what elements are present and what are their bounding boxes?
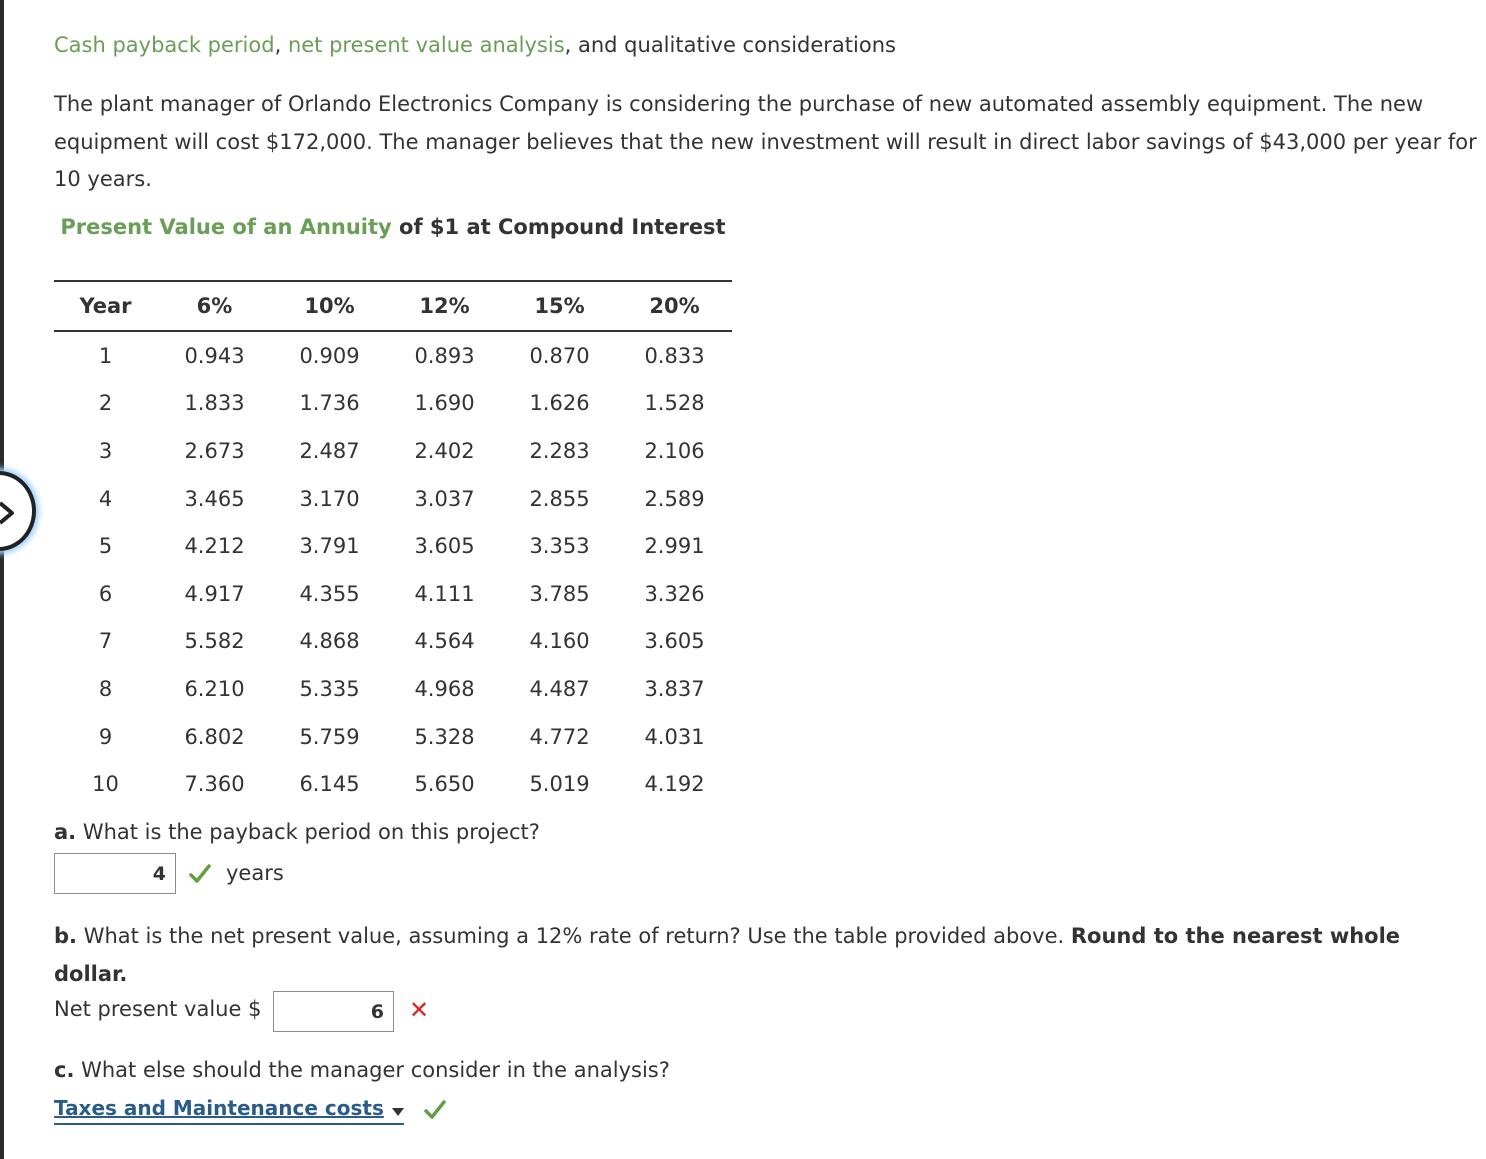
question-b-text: What is the net present value, assuming a 12% rate of return? Use the table provided above. — [77, 924, 1071, 948]
payback-unit: years — [226, 861, 284, 885]
factor-cell: 4.160 — [529, 629, 590, 654]
factor-cell: 1.833 — [184, 391, 245, 416]
factor-cell: 3.785 — [529, 581, 590, 606]
factor-cell: 3.326 — [644, 581, 705, 606]
col-header-12: 12% — [387, 281, 502, 331]
question-a-text: What is the payback period on this project? — [76, 820, 540, 844]
col-header-year: Year — [54, 281, 157, 331]
table-row — [54, 427, 732, 475]
factor-cell: 6.802 — [184, 724, 245, 749]
factor-cell: 1.626 — [529, 391, 590, 416]
factor-cell: 0.909 — [299, 343, 360, 368]
factor-cell: 4.917 — [184, 581, 245, 606]
annuity-table — [54, 280, 732, 808]
factor-cell: 4.031 — [644, 724, 705, 749]
question-a — [54, 820, 540, 844]
factor-cell: 0.833 — [644, 343, 705, 368]
year-cell: 10 — [92, 772, 119, 797]
factor-cell: 3.353 — [529, 534, 590, 559]
year-cell: 7 — [98, 629, 113, 654]
table-title — [54, 209, 732, 247]
factor-cell: 2.487 — [299, 438, 360, 463]
incorrect-x-icon: ✕ — [409, 996, 430, 1024]
problem-intro: The plant manager of Orlando Electronics Company is considering the purchase of new automated assembly equipment. The new equipment will cost $172,000. The manager believes that the new investment will result in direct labor savings of $43,000 per year for 10 years. — [54, 92, 1477, 191]
factor-cell: 1.528 — [644, 391, 705, 416]
term-link-cash-payback[interactable]: Cash payback period — [54, 33, 275, 57]
factor-cell: 3.037 — [414, 486, 475, 511]
year-cell: 8 — [98, 676, 113, 701]
table-row — [54, 380, 732, 428]
table-row — [54, 475, 732, 523]
year-cell: 5 — [98, 534, 113, 559]
title-separator: , — [274, 33, 282, 57]
question-b-instruction: Round to the nearest whole dollar. — [54, 924, 1401, 986]
factor-cell: 6.145 — [299, 772, 360, 797]
factor-cell: 0.893 — [414, 343, 475, 368]
col-header-6: 6% — [157, 281, 272, 331]
factor-cell: 4.192 — [644, 772, 705, 797]
factor-cell: 3.465 — [184, 486, 245, 511]
check-icon — [189, 864, 211, 884]
col-header-10: 10% — [272, 281, 387, 331]
npv-answer-input[interactable]: 6 — [273, 991, 394, 1032]
factor-cell: 5.759 — [299, 724, 360, 749]
factor-cell: 2.283 — [529, 438, 590, 463]
question-a-label: a. — [54, 820, 77, 844]
factor-cell: 5.335 — [299, 676, 360, 701]
question-c-text: What else should the manager consider in the analysis? — [74, 1058, 670, 1082]
problem-title — [54, 33, 896, 57]
question-b-label: b. — [54, 924, 78, 948]
question-b — [54, 918, 1454, 993]
check-icon-c — [424, 1100, 446, 1120]
table-title-rest: of $1 at Compound Interest — [391, 215, 726, 239]
col-header-20: 20% — [617, 281, 732, 331]
table-header-row — [54, 281, 732, 331]
factor-cell: 3.170 — [299, 486, 360, 511]
year-cell: 4 — [98, 486, 113, 511]
table-row — [54, 331, 732, 380]
factor-cell: 5.328 — [414, 724, 475, 749]
factor-cell: 4.111 — [414, 581, 475, 606]
year-cell: 2 — [98, 391, 113, 416]
dropdown-selected-value: Taxes and Maintenance costs — [54, 1096, 384, 1120]
year-cell: 1 — [98, 343, 113, 368]
factor-cell: 4.355 — [299, 581, 360, 606]
next-arrow-button[interactable] — [0, 471, 36, 551]
factor-cell: 4.968 — [414, 676, 475, 701]
payback-answer-input[interactable]: 4 — [54, 853, 176, 894]
factor-cell: 3.605 — [644, 629, 705, 654]
table-row — [54, 713, 732, 761]
col-header-15: 15% — [502, 281, 617, 331]
factor-cell: 4.868 — [299, 629, 360, 654]
table-row — [54, 760, 732, 808]
consideration-dropdown[interactable] — [54, 1096, 404, 1125]
factor-cell: 3.791 — [299, 534, 360, 559]
table-row — [54, 522, 732, 570]
factor-cell: 5.650 — [414, 772, 475, 797]
chevron-right-icon — [0, 499, 18, 527]
factor-cell: 2.991 — [644, 534, 705, 559]
question-c-label: c. — [54, 1058, 75, 1082]
table-row — [54, 665, 732, 713]
factor-cell: 2.589 — [644, 486, 705, 511]
factor-cell: 6.210 — [184, 676, 245, 701]
year-cell: 3 — [98, 438, 113, 463]
factor-cell: 4.212 — [184, 534, 245, 559]
factor-cell: 1.736 — [299, 391, 360, 416]
question-c — [54, 1058, 670, 1082]
factor-cell: 0.943 — [184, 343, 245, 368]
factor-cell: 1.690 — [414, 391, 475, 416]
factor-cell: 5.582 — [184, 629, 245, 654]
title-rest: , and qualitative considerations — [564, 33, 896, 57]
year-cell: 9 — [98, 724, 113, 749]
factor-cell: 4.564 — [414, 629, 475, 654]
factor-cell: 4.772 — [529, 724, 590, 749]
factor-cell: 2.855 — [529, 486, 590, 511]
table-row — [54, 570, 732, 618]
factor-cell: 7.360 — [184, 772, 245, 797]
factor-cell: 2.106 — [644, 438, 705, 463]
factor-cell: 0.870 — [529, 343, 590, 368]
npv-field-label: Net present value $ — [54, 997, 262, 1021]
factor-cell: 3.837 — [644, 676, 705, 701]
term-link-npv[interactable]: net present value analysis — [287, 33, 565, 57]
factor-cell: 4.487 — [529, 676, 590, 701]
year-cell: 6 — [98, 581, 113, 606]
factor-cell: 2.673 — [184, 438, 245, 463]
factor-cell: 5.019 — [529, 772, 590, 797]
table-title-term[interactable]: Present Value of an Annuity — [60, 215, 392, 239]
caret-down-icon — [392, 1098, 404, 1122]
factor-cell: 2.402 — [414, 438, 475, 463]
left-border — [0, 0, 4, 1159]
table-row — [54, 618, 732, 666]
factor-cell: 3.605 — [414, 534, 475, 559]
table-body — [54, 331, 732, 808]
